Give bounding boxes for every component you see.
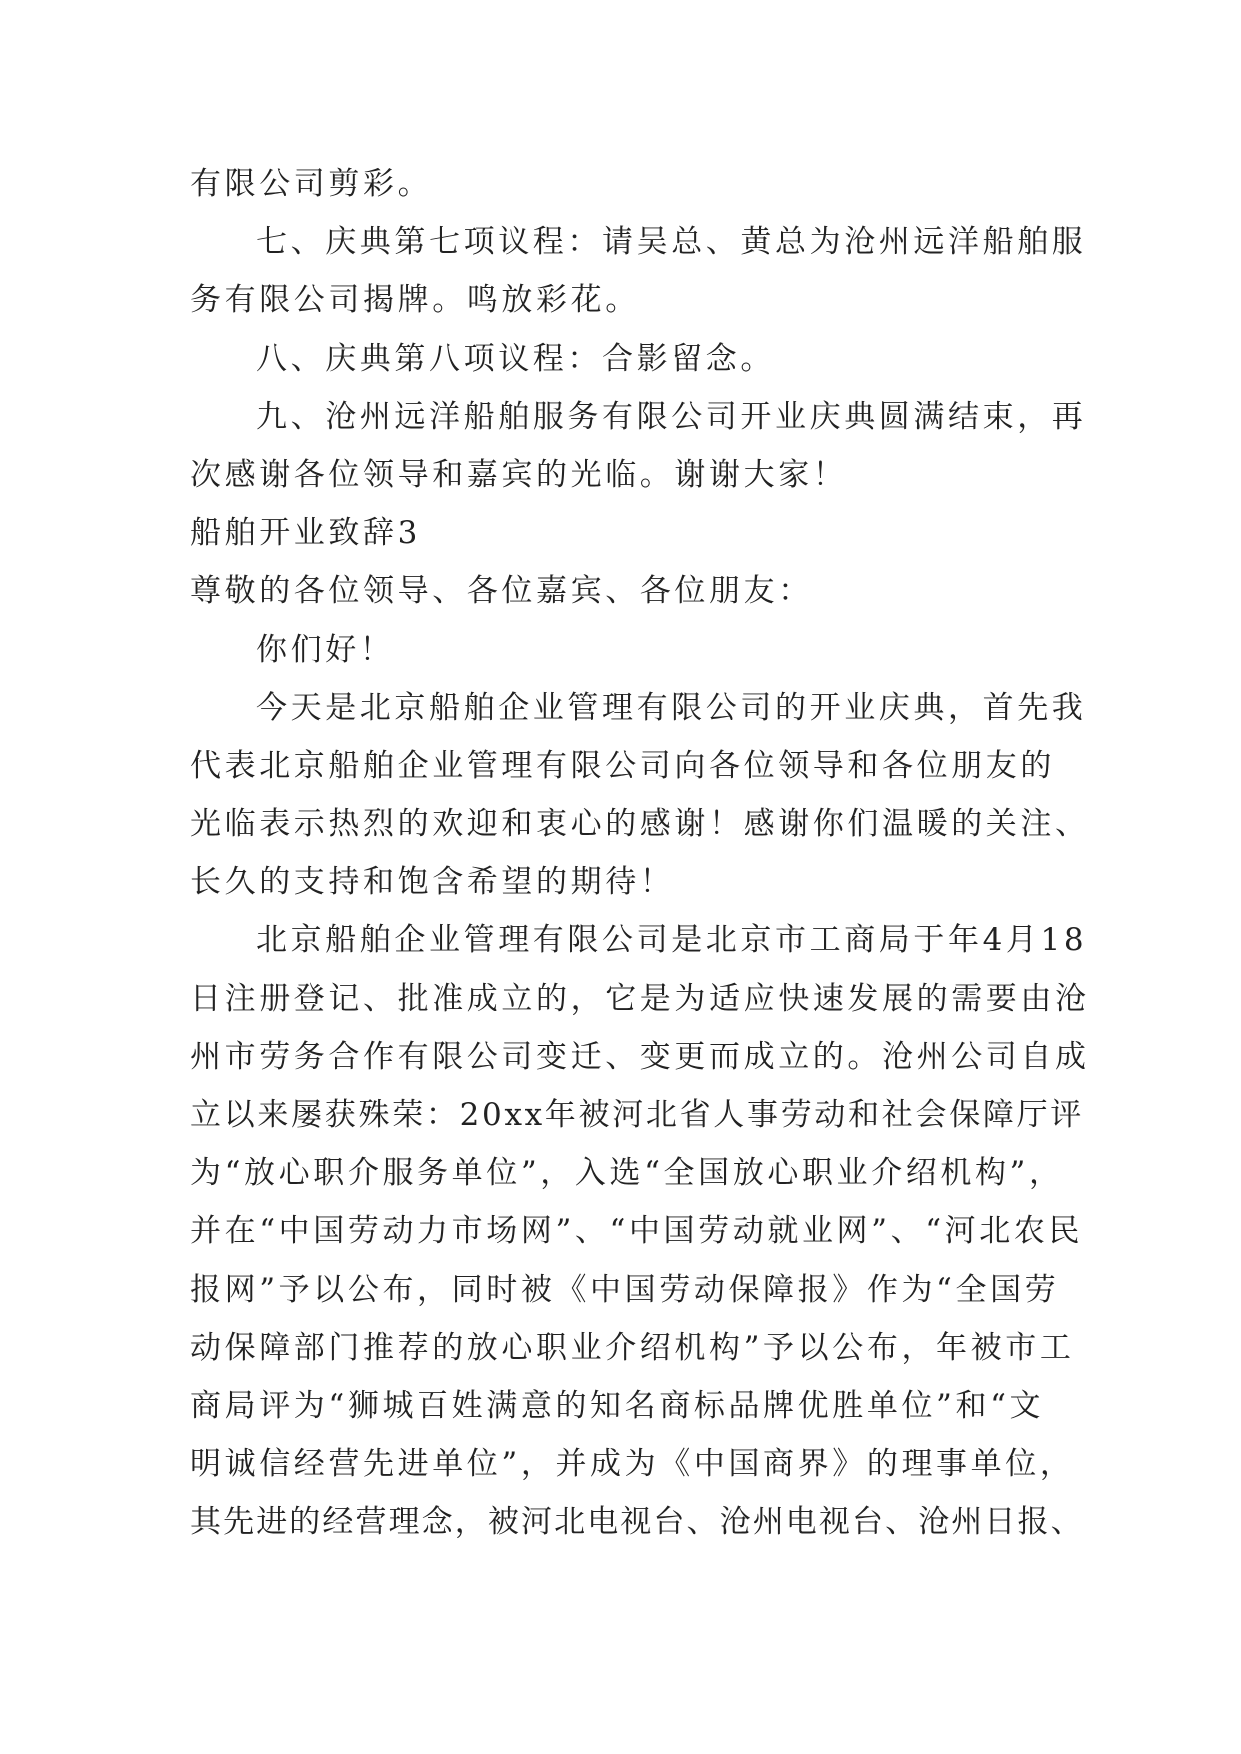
section-heading: 船舶开业致辞3 <box>190 515 421 552</box>
text-line: 并在“中国劳动力市场网”、“中国劳动就业网”、“河北农民 <box>190 1213 1084 1250</box>
text-line: 立以来屡获殊荣：20xx年被河北省人事劳动和社会保障厅评 <box>190 1097 1085 1133</box>
text-line: 州市劳务合作有限公司变迁、变更而成立的。沧州公司自成 <box>190 1038 1090 1075</box>
text-line: 代表北京船舶企业管理有限公司向各位领导和各位朋友的 <box>190 747 1055 784</box>
text-line: 报网”予以公布，同时被《中国劳动保障报》作为“全国劳 <box>190 1271 1060 1308</box>
text-line: 九、沧州远洋船舶服务有限公司开业庆典圆满结束，再 <box>256 398 1087 435</box>
text-line: 今天是北京船舶企业管理有限公司的开业庆典，首先我 <box>256 689 1087 726</box>
text-line: 其先进的经营理念，被河北电视台、沧州电视台、沧州日报、 <box>190 1504 1084 1541</box>
salutation: 尊敬的各位领导、各位嘉宾、各位朋友： <box>190 573 813 610</box>
text-line: 长久的支持和饱含希望的期待！ <box>190 864 675 901</box>
text-line: 八、庆典第八项议程：合影留念。 <box>256 340 775 377</box>
text-line: 务有限公司揭牌。鸣放彩花。 <box>190 282 640 319</box>
text-line: 日注册登记、批准成立的，它是为适应快速发展的需要由沧 <box>190 980 1090 1017</box>
text-line: 为“放心职介服务单位”，入选“全国放心职业介绍机构”， <box>190 1155 1064 1192</box>
text-line: 动保障部门推荐的放心职业介绍机构”予以公布，年被市工 <box>190 1329 1075 1366</box>
text-line: 北京船舶企业管理有限公司是北京市工商局于年4月18 <box>256 922 1088 959</box>
document-body <box>190 155 1090 1552</box>
text-line: 次感谢各位领导和嘉宾的光临。谢谢大家！ <box>190 456 848 493</box>
text-line: 光临表示热烈的欢迎和衷心的感谢！感谢你们温暖的关注、 <box>190 806 1090 843</box>
greeting: 你们好！ <box>256 631 395 668</box>
text-line: 七、庆典第七项议程：请吴总、黄总为沧州远洋船舶服 <box>256 224 1087 261</box>
text-line: 明诚信经营先进单位”，并成为《中国商界》的理事单位， <box>190 1446 1075 1483</box>
text-line: 有限公司剪彩。 <box>190 166 433 202</box>
text-line: 商局评为“狮城百姓满意的知名商标品牌优胜单位”和“文 <box>190 1387 1045 1424</box>
